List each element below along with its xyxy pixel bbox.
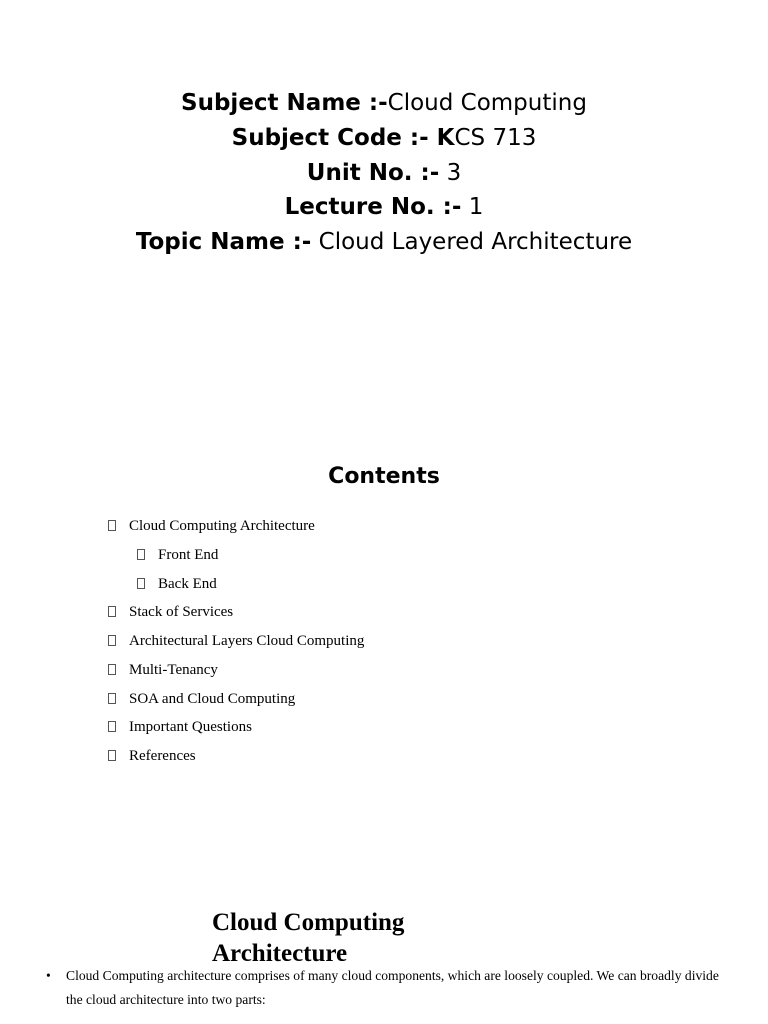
lecture-header [0, 86, 768, 260]
contents-item [108, 599, 233, 625]
contents-item [108, 513, 315, 539]
subject-name-line [0, 86, 768, 121]
topic-value: Cloud Layered Architecture [311, 229, 633, 256]
lecture-line [0, 190, 768, 225]
contents-item [137, 542, 218, 568]
section-heading-line-1: Cloud Computing [212, 909, 405, 936]
lecture-value: 1 [461, 194, 484, 221]
list-marker-icon [108, 750, 116, 761]
topic-label: Topic Name :- [135, 229, 312, 256]
unit-line [0, 156, 768, 191]
list-marker-icon [108, 721, 116, 732]
contents-item-label: Important Questions [129, 719, 252, 736]
unit-label: Unit No. :- [306, 159, 440, 186]
topic-line [0, 225, 768, 260]
lecture-label: Lecture No. :- [284, 194, 462, 221]
contents-item [108, 714, 252, 740]
contents-item-label: Architectural Layers Cloud Computing [129, 633, 365, 649]
paragraph-text: Cloud Computing architecture comprises of many cloud components, which are loosely coupled. We can broadly divide the cloud architecture into two parts: [66, 968, 719, 1007]
list-marker-icon [108, 693, 116, 704]
section-heading [212, 907, 472, 969]
section-heading-line-2: Architecture [212, 940, 348, 967]
subject-code-value: CS 713 [454, 124, 537, 151]
contents-item [108, 686, 295, 712]
list-marker-icon [108, 606, 116, 617]
list-marker-icon [137, 578, 145, 589]
contents-item [108, 657, 218, 683]
contents-item-label: Multi-Tenancy [129, 661, 218, 678]
bullet-dot: • [46, 968, 51, 983]
subject-code-line [0, 121, 768, 156]
subject-name-value: Cloud Computing [387, 90, 587, 116]
list-marker-icon [108, 635, 116, 646]
contents-item-label: SOA and Cloud Computing [129, 690, 296, 707]
contents-item [108, 628, 364, 654]
contents-item [108, 743, 196, 769]
contents-title: Contents [328, 464, 440, 489]
subject-name-label: Subject Name :- [181, 90, 388, 116]
subject-code-label: Subject Code :- K [231, 124, 455, 151]
contents-item-label: Front End [158, 546, 219, 563]
list-marker-icon [108, 520, 116, 531]
contents-item-label: Cloud Computing Architecture [129, 518, 315, 534]
contents-item-label: References [129, 748, 196, 764]
unit-value: 3 [439, 159, 462, 186]
list-marker-icon [137, 549, 145, 560]
contents-item [137, 571, 217, 597]
list-marker-icon [108, 664, 116, 675]
contents-item-label: Stack of Services [129, 604, 234, 621]
contents-item-label: Back End [158, 575, 217, 592]
